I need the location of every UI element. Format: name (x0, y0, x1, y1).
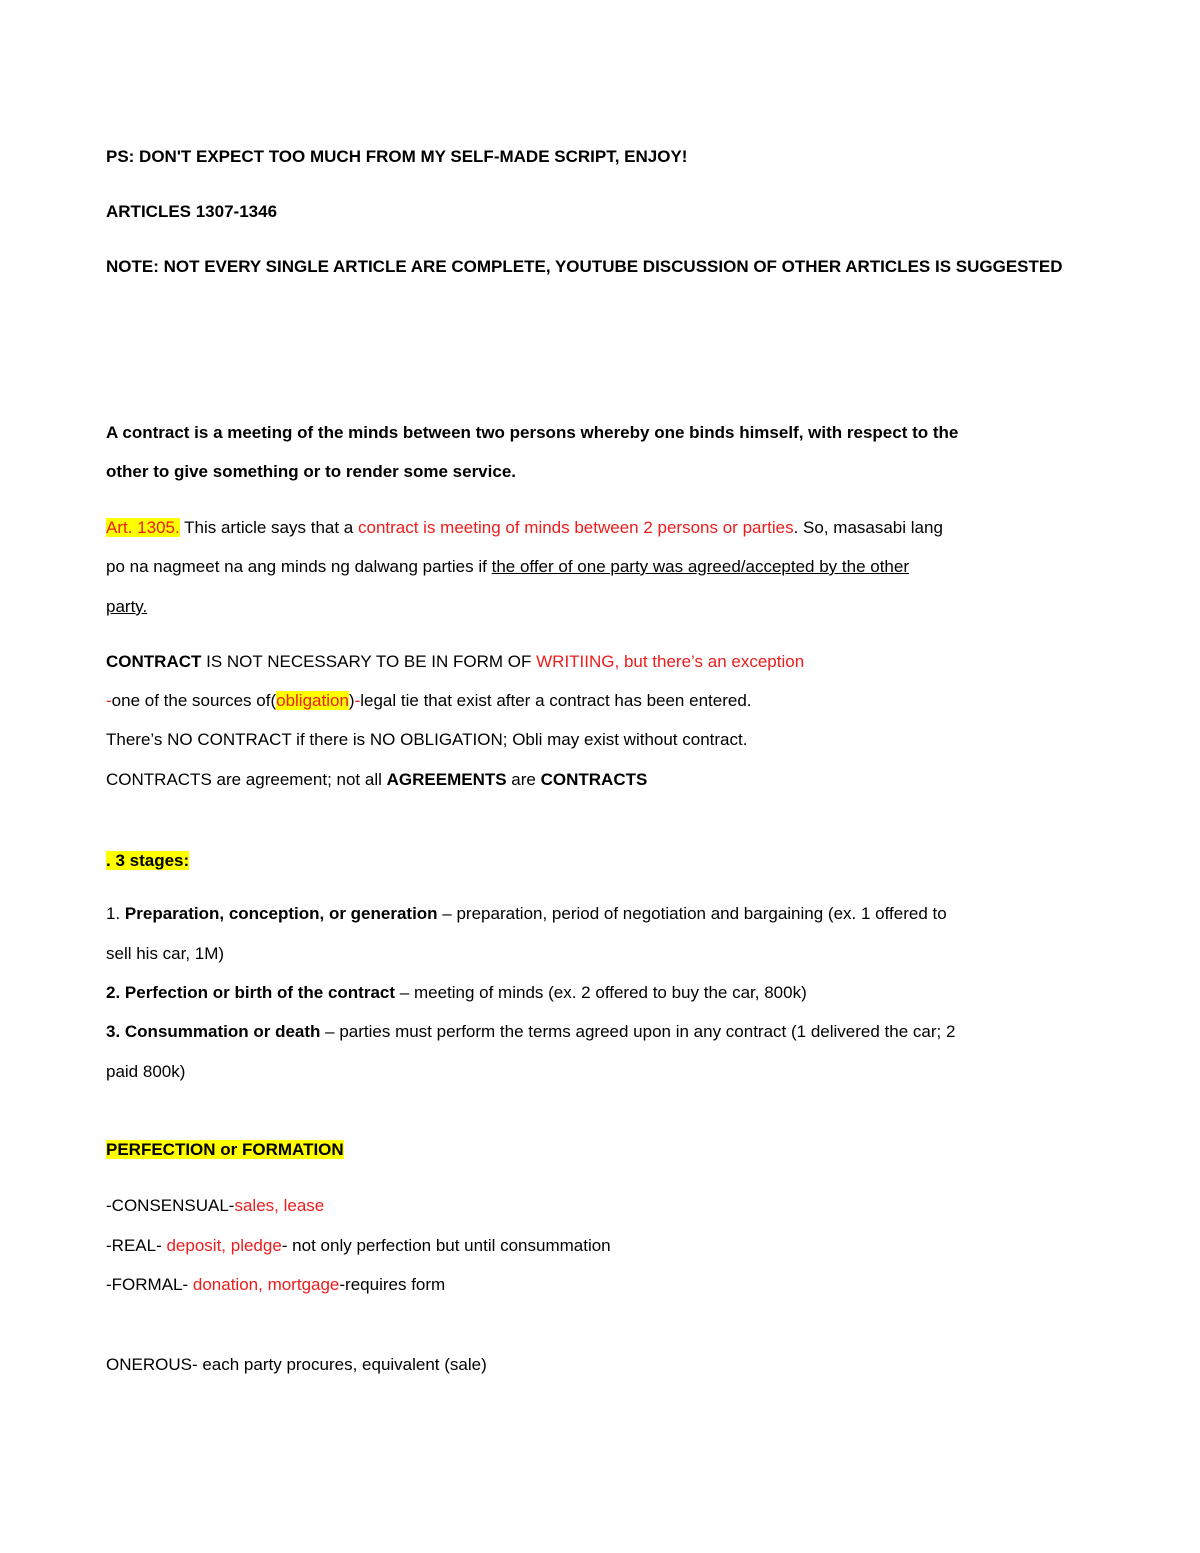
onerous-line: ONEROUS- each party procures, equivalent (sale) (106, 1355, 487, 1374)
formal-label: -FORMAL- (106, 1275, 193, 1294)
art1305-text-b: . So, masasabi lang (793, 518, 943, 537)
contract-note-4-a: CONTRACTS are agreement; not all (106, 770, 387, 789)
paren-close: ) (348, 691, 355, 710)
contracts-bold: CONTRACTS (540, 770, 648, 789)
contract-note-2-dash-2: - (354, 691, 361, 710)
stage-3-text: – parties must perform the terms agreed upon in any contract (1 delivered the car; 2 (320, 1022, 956, 1041)
art1305-line2-underlined: the offer of one party was agreed/accepted by the other (491, 557, 909, 576)
contract-note-2 (106, 690, 752, 712)
note-line: NOTE: NOT EVERY SINGLE ARTICLE ARE COMPLETE, YOUTUBE DISCUSSION OF OTHER ARTICLES IS SUGGESTED (106, 257, 1063, 276)
real-line (106, 1235, 611, 1257)
paren-open: ( (270, 691, 277, 710)
stage-3-title: 3. Consummation or death (106, 1022, 321, 1041)
contract-note-3: There’s NO CONTRACT if there is NO OBLIGATION; Obli may exist without contract. (106, 730, 748, 749)
formal-examples: donation, mortgage (192, 1275, 340, 1294)
art1305-red-phrase: contract is meeting of minds between 2 persons or parties (357, 518, 794, 537)
contract-bold: CONTRACT (106, 652, 202, 671)
contract-note-2-text-a: one of the sources of (111, 691, 271, 710)
stage-2-text: – meeting of minds (ex. 2 offered to buy the car, 800k) (395, 983, 807, 1002)
consensual-line (106, 1195, 324, 1217)
definition-line-1: A contract is a meeting of the minds between two persons whereby one binds himself, with respect to the (106, 423, 959, 442)
stages-heading-text: . 3 stages: (106, 851, 190, 870)
real-examples: deposit, pledge (166, 1236, 282, 1255)
stage-2-title: 2. Perfection or birth of the contract (106, 983, 396, 1002)
formal-text: -requires form (339, 1275, 446, 1294)
contract-note-1 (106, 651, 804, 673)
consensual-examples: sales, lease (234, 1196, 325, 1215)
art1305-text-a: This article says that a (179, 518, 358, 537)
contract-note-4-c: are (506, 770, 541, 789)
contract-note-4 (106, 769, 647, 791)
perfection-heading (106, 1139, 344, 1161)
definition-line-2: other to give something or to render some service. (106, 462, 516, 481)
art1305-line-1 (106, 517, 943, 539)
real-label: -REAL- (106, 1236, 167, 1255)
agreements-bold: AGREEMENTS (386, 770, 507, 789)
obligation-word: obligation (276, 691, 349, 710)
art1305-line3-underlined: party. (106, 597, 148, 616)
contract-note-2-dash: - (106, 691, 112, 710)
stage-3-line-2: paid 800k) (106, 1062, 186, 1081)
art1305-line-3 (106, 596, 147, 618)
stage-3-line-1 (106, 1021, 955, 1043)
stage-1-text: – preparation, period of negotiation and bargaining (ex. 1 offered to (437, 904, 947, 923)
stage-2-line (106, 982, 807, 1004)
contract-note-1-red: WRITIING, but there’s an exception (536, 652, 805, 671)
art1305-line2-plain: po na nagmeet na ang minds ng dalwang parties if (106, 557, 492, 576)
stage-1-line-2: sell his car, 1M) (106, 944, 225, 963)
art1305-line-2 (106, 556, 909, 578)
consensual-label: -CONSENSUAL- (106, 1196, 235, 1215)
ps-line: PS: DON'T EXPECT TOO MUCH FROM MY SELF-MADE SCRIPT, ENJOY! (106, 147, 688, 166)
perfection-heading-text: PERFECTION or FORMATION (106, 1140, 344, 1159)
stage-1-title: Preparation, conception, or generation (124, 904, 438, 923)
stages-heading (106, 850, 189, 872)
contract-note-2-text-b: legal tie that exist after a contract has been entered. (360, 691, 752, 710)
contract-note-1-text: IS NOT NECESSARY TO BE IN FORM OF (201, 652, 537, 671)
formal-line (106, 1274, 445, 1296)
articles-heading: ARTICLES 1307-1346 (106, 202, 278, 221)
art1305-label: Art. 1305. (106, 518, 180, 537)
stage-1-number: 1. (106, 904, 125, 923)
stage-1-line-1 (106, 903, 947, 925)
real-text: - not only perfection but until consummation (281, 1236, 611, 1255)
